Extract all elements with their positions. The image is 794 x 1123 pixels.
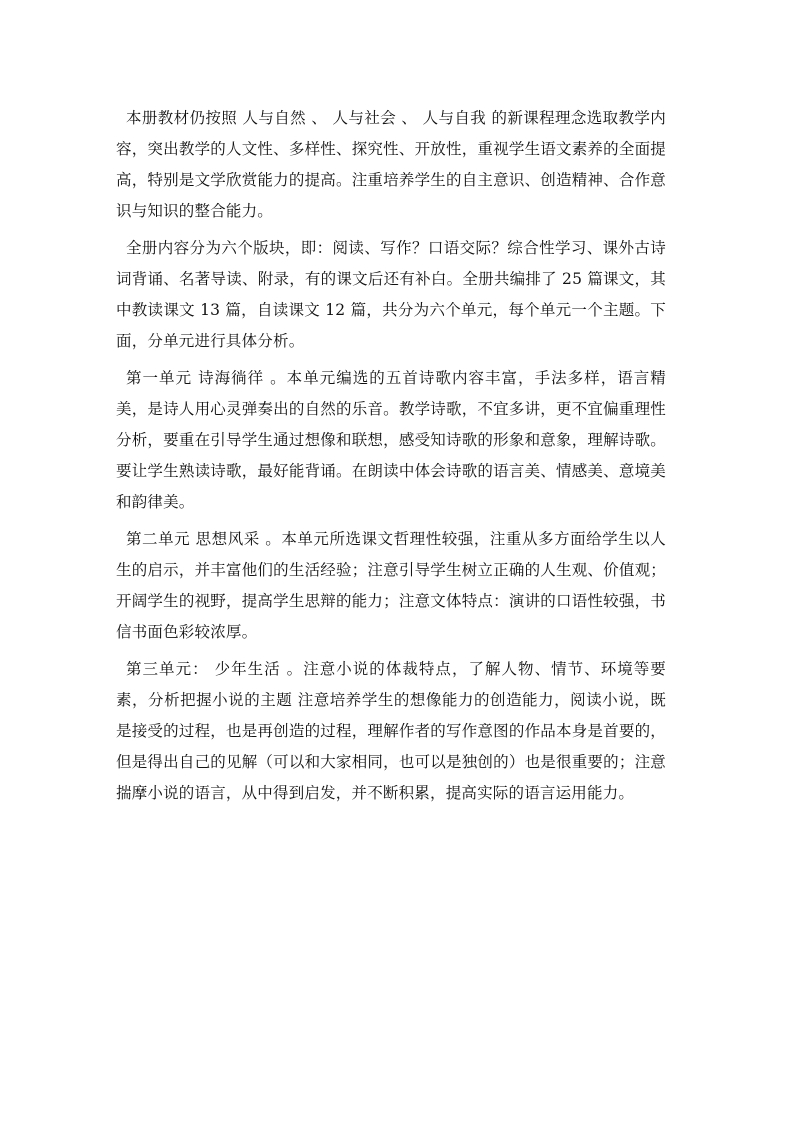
paragraph-unit-one: 第一单元 诗海徜徉 。本单元编选的五首诗歌内容丰富，手法多样，语言精美，是诗人用心灵弹奏出的自然的乐音。教学诗歌，不宜多讲，更不宜偏重理性分析，要重在引导学生通过想像和联想，感受知诗歌的形象和意象，理解诗歌。要让学生熟读诗歌，最好能背诵。在朗读中体会诗歌的语言美、情感美、意境美和韵律美。	[116, 369, 666, 511]
document-body	[116, 103, 666, 815]
paragraph-unit-two: 第二单元 思想风采 。本单元所选课文哲理性较强，注重从多方面给学生以人生的启示，并丰富他们的生活经验；注意引导学生树立正确的人生观、价值观；开阔学生的视野，提高学生思辩的能力；注意文体特点：演讲的口语性较强，书信书面色彩较浓厚。	[116, 530, 666, 641]
paragraph-intro: 本册教材仍按照 人与自然 、 人与社会 、 人与自我 的新课程理念选取教学内容，突出教学的人文性、多样性、探究性、开放性，重视学生语文素养的全面提高，特别是文学欣赏能力的提高。注重培养学生的自主意识、创造精神、合作意识与知识的整合能力。	[116, 109, 666, 220]
paragraph-unit-three: 第三单元： 少年生活 。注意小说的体裁特点，了解人物、情节、环境等要素，分析把握小说的主题 注意培养学生的想像能力的创造能力，阅读小说，既是接受的过程，也是再创造的过程，理解作者的写作意图的作品本身是首要的，但是得出自己的见解（可以和大家相同，也可以是独创的）也是很重要的；注意揣摩小说的语言，从中得到启发，并不断积累，提高实际的语言运用能力。	[116, 660, 666, 802]
paragraph-structure: 全册内容分为六个版块，即：阅读、写作？口语交际？综合性学习、课外古诗词背诵、名著导读、附录，有的课文后还有补白。全册共编排了 25 篇课文，其中教读课文 13 篇，自读课文 12 篇，共分为六个单元，每个单元一个主题。下面，分单元进行具体分析。	[116, 239, 666, 350]
